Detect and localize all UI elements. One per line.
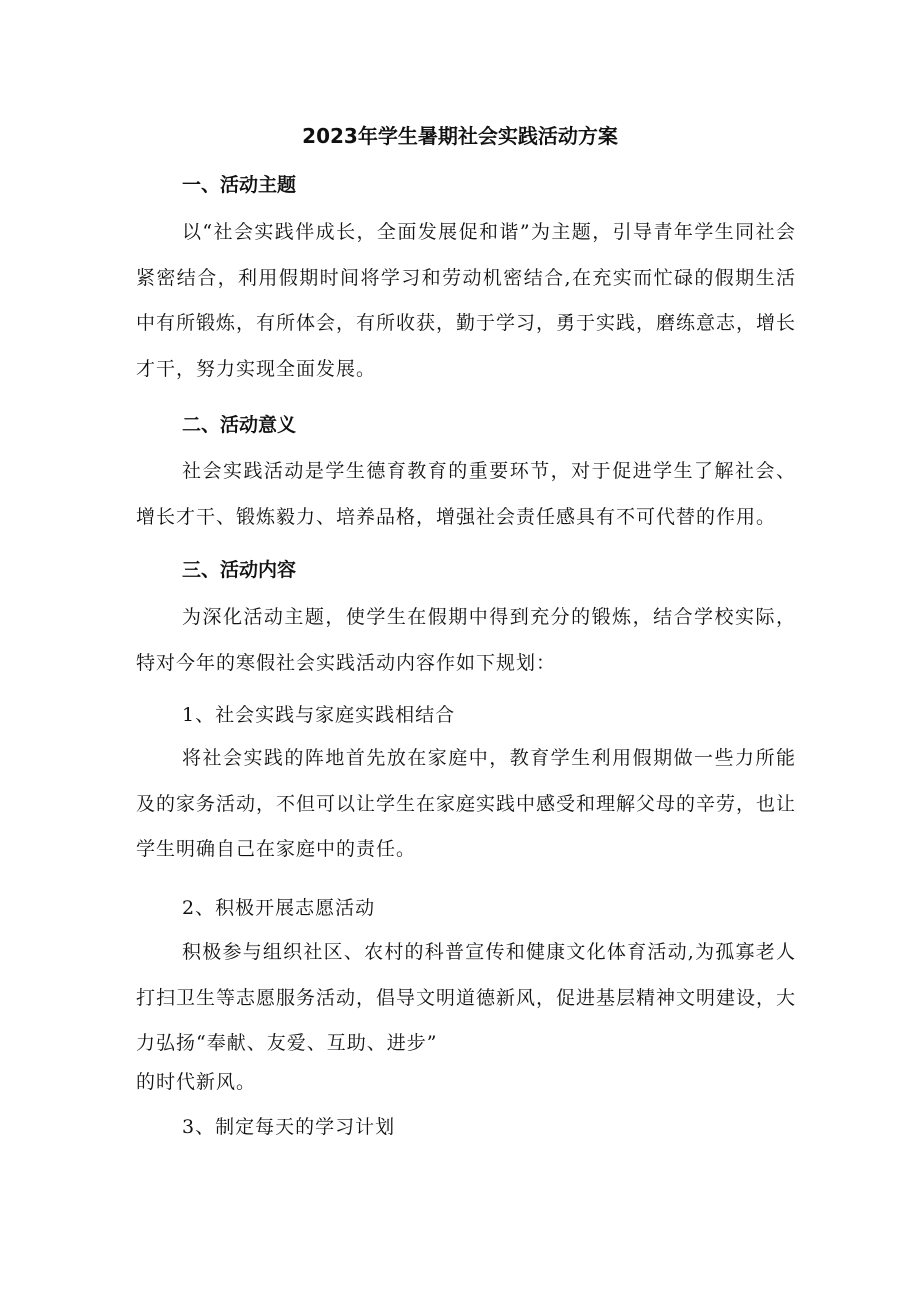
section-heading-significance: 二、活动意义 <box>182 414 297 436</box>
subsection-heading-family-practice: 1、社会实践与家庭实践相结合 <box>182 704 456 726</box>
subsection-paragraph-volunteer-tail: 的时代新风。 <box>136 1071 257 1093</box>
section-paragraph-significance: 社会实践活动是学生德育教育的重要环节，对于促进学生了解社会、增长才干、锻炼毅力、培养品格，增强社会责任感具有不可代替的作用。 <box>136 460 796 528</box>
section-paragraph-theme: 以“社会实践伴成长，全面发展促和谐”为主题，引导青年学生同社会紧密结合，利用假期时间将学习和劳动机密结合,在充实而忙碌的假期生活中有所锻炼，有所体会，有所收获，勤于学习，勇于实践，磨练意志，增长才干，努力实现全面发展。 <box>136 221 797 380</box>
subsection-heading-volunteer: 2、积极开展志愿活动 <box>182 897 376 919</box>
section-heading-theme: 一、活动主题 <box>182 174 297 196</box>
section-heading-content: 三、活动内容 <box>182 559 297 581</box>
subsection-paragraph-family-practice: 将社会实践的阵地首先放在家庭中，教育学生利用假期做一些力所能及的家务活动，不但可以让学生在家庭实践中感受和理解父母的辛劳，也让学生明确自己在家庭中的责任。 <box>136 747 797 860</box>
section-paragraph-content: 为深化活动主题，使学生在假期中得到充分的锻炼，结合学校实际，特对今年的寒假社会实践活动内容作如下规划： <box>136 606 796 674</box>
document-title: 2023年学生暑期社会实践活动方案 <box>302 124 618 148</box>
subsection-paragraph-volunteer: 积极参与组织社区、农村的科普宣传和健康文化体育活动,为孤寡老人打扫卫生等志愿服务活动，倡导文明道德新风，促进基层精神文明建设，大力弘扬“奉献、友爱、互助、进步” <box>136 941 797 1054</box>
subsection-heading-study-plan: 3、制定每天的学习计划 <box>182 1116 396 1138</box>
